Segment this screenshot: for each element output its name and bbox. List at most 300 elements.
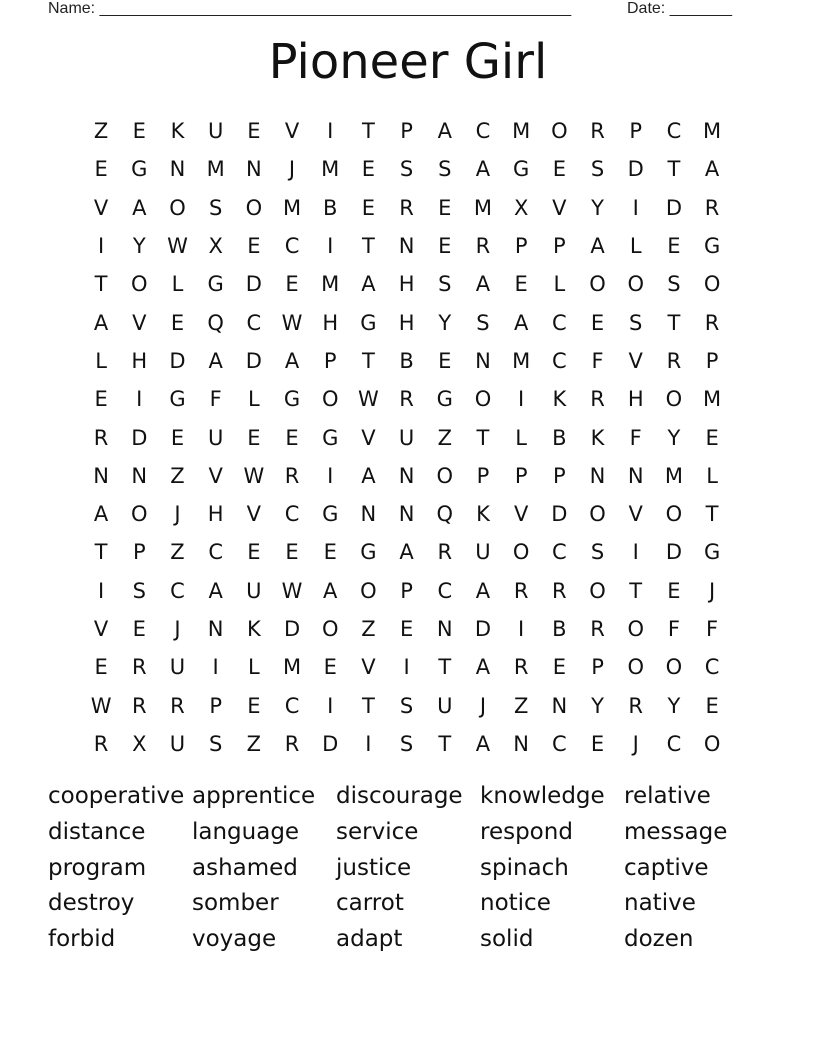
- grid-letter[interactable]: H: [398, 272, 415, 297]
- grid-letter[interactable]: A: [590, 234, 605, 259]
- grid-letter[interactable]: E: [514, 272, 528, 297]
- grid-letter[interactable]: F: [667, 617, 680, 641]
- grid-letter[interactable]: P: [400, 119, 413, 144]
- grid-letter[interactable]: B: [323, 195, 338, 220]
- grid-letter[interactable]: S: [438, 157, 452, 182]
- grid-letter[interactable]: X: [208, 234, 223, 259]
- grid-letter[interactable]: V: [552, 195, 567, 220]
- grid-letter[interactable]: A: [437, 119, 452, 144]
- grid-letter[interactable]: C: [437, 578, 453, 603]
- grid-letter[interactable]: Y: [667, 425, 681, 450]
- grid-letter[interactable]: Y: [438, 310, 452, 335]
- grid-letter[interactable]: K: [476, 502, 490, 527]
- grid-letter[interactable]: N: [93, 463, 109, 488]
- grid-letter[interactable]: L: [171, 272, 184, 297]
- grid-letter[interactable]: O: [627, 272, 644, 297]
- word-list-item: service: [336, 818, 419, 845]
- grid-letter[interactable]: D: [245, 348, 262, 373]
- grid-letter[interactable]: U: [169, 655, 186, 680]
- grid-letter[interactable]: V: [132, 310, 147, 335]
- grid-letter[interactable]: G: [169, 387, 186, 412]
- grid-letter[interactable]: R: [131, 693, 147, 718]
- grid-letter[interactable]: D: [665, 540, 682, 565]
- grid-letter[interactable]: E: [361, 195, 376, 220]
- grid-letter[interactable]: M: [703, 119, 722, 144]
- grid-letter[interactable]: S: [132, 578, 146, 603]
- grid-letter[interactable]: O: [589, 502, 606, 527]
- grid-letter[interactable]: A: [475, 655, 491, 680]
- grid-letter[interactable]: S: [208, 731, 223, 756]
- grid-letter[interactable]: T: [438, 731, 452, 756]
- grid-letter[interactable]: X: [513, 195, 529, 220]
- grid-letter[interactable]: O: [551, 119, 568, 144]
- grid-letter[interactable]: A: [93, 502, 109, 527]
- grid-letter[interactable]: S: [399, 693, 414, 718]
- grid-letter[interactable]: J: [708, 578, 716, 603]
- grid-letter[interactable]: A: [323, 578, 338, 603]
- grid-letter[interactable]: A: [93, 310, 109, 335]
- grid-letter[interactable]: H: [131, 348, 148, 373]
- grid-letter[interactable]: E: [285, 540, 299, 565]
- grid-letter[interactable]: R: [131, 655, 147, 680]
- grid-letter[interactable]: Z: [170, 540, 185, 565]
- grid-letter[interactable]: R: [513, 655, 529, 680]
- word-list-item: ashamed: [192, 854, 298, 881]
- grid-letter[interactable]: E: [667, 578, 681, 603]
- grid-letter[interactable]: D: [283, 617, 301, 641]
- grid-letter[interactable]: Z: [170, 463, 185, 488]
- grid-letter[interactable]: U: [437, 693, 453, 718]
- grid-letter[interactable]: G: [360, 540, 377, 565]
- grid-letter[interactable]: E: [170, 310, 185, 335]
- grid-letter[interactable]: R: [399, 195, 414, 220]
- grid-letter[interactable]: C: [552, 348, 567, 373]
- grid-letter[interactable]: N: [360, 502, 377, 527]
- grid-letter[interactable]: M: [473, 195, 493, 220]
- grid-letter[interactable]: E: [285, 425, 299, 450]
- grid-letter[interactable]: I: [97, 578, 105, 603]
- grid-letter[interactable]: W: [281, 310, 303, 335]
- grid-letter[interactable]: I: [327, 234, 334, 259]
- grid-letter[interactable]: E: [705, 693, 719, 718]
- grid-letter[interactable]: I: [365, 731, 372, 756]
- grid-letter[interactable]: C: [666, 731, 682, 756]
- grid-letter[interactable]: W: [243, 463, 265, 488]
- grid-letter[interactable]: N: [131, 463, 148, 488]
- grid-letter[interactable]: D: [322, 731, 339, 756]
- grid-letter[interactable]: S: [590, 157, 605, 182]
- grid-letter[interactable]: J: [174, 502, 181, 527]
- grid-letter[interactable]: I: [518, 387, 525, 412]
- grid-letter[interactable]: C: [475, 119, 491, 144]
- grid-letter[interactable]: C: [284, 693, 300, 718]
- grid-letter[interactable]: O: [131, 502, 148, 527]
- grid-letter[interactable]: O: [665, 655, 683, 680]
- grid-letter[interactable]: Y: [667, 693, 681, 718]
- grid-letter[interactable]: R: [93, 731, 109, 756]
- grid-letter[interactable]: S: [476, 310, 490, 335]
- grid-letter[interactable]: Y: [132, 234, 146, 259]
- grid-letter[interactable]: R: [704, 310, 720, 335]
- word-list: [48, 778, 768, 957]
- grid-letter[interactable]: Z: [437, 425, 452, 450]
- grid-letter[interactable]: R: [513, 578, 529, 603]
- grid-letter[interactable]: E: [399, 617, 414, 641]
- grid-letter[interactable]: V: [93, 195, 109, 220]
- grid-letter[interactable]: P: [553, 463, 566, 488]
- grid-letter[interactable]: Z: [93, 119, 109, 144]
- grid-letter[interactable]: E: [132, 119, 146, 144]
- grid-letter[interactable]: I: [97, 234, 105, 259]
- grid-letter[interactable]: A: [475, 272, 491, 297]
- grid-letter[interactable]: R: [590, 387, 605, 412]
- grid-letter[interactable]: U: [207, 425, 224, 450]
- grid-letter[interactable]: V: [208, 463, 223, 488]
- grid-letter[interactable]: T: [438, 655, 452, 680]
- grid-letter[interactable]: E: [247, 425, 261, 450]
- grid-letter[interactable]: D: [131, 425, 148, 450]
- grid-letter[interactable]: K: [552, 387, 567, 412]
- grid-letter[interactable]: V: [361, 655, 376, 680]
- grid-letter[interactable]: P: [705, 348, 719, 373]
- grid-letter[interactable]: D: [474, 617, 492, 641]
- grid-letter[interactable]: O: [169, 195, 186, 220]
- grid-letter[interactable]: A: [208, 348, 223, 373]
- grid-letter[interactable]: T: [361, 348, 375, 373]
- grid-letter[interactable]: J: [632, 731, 639, 756]
- grid-letter[interactable]: T: [629, 578, 643, 603]
- grid-letter[interactable]: H: [322, 310, 339, 335]
- date-field-label[interactable]: Date: _______: [627, 0, 732, 17]
- grid-letter[interactable]: F: [629, 425, 642, 450]
- grid-letter[interactable]: M: [321, 272, 340, 297]
- grid-letter[interactable]: V: [93, 617, 109, 641]
- grid-letter[interactable]: T: [361, 693, 375, 718]
- grid-letter[interactable]: N: [398, 502, 415, 527]
- grid-letter[interactable]: A: [513, 310, 529, 335]
- grid-letter[interactable]: P: [323, 348, 337, 373]
- grid-letter[interactable]: E: [438, 234, 452, 259]
- grid-letter[interactable]: Q: [436, 502, 454, 527]
- grid-letter[interactable]: M: [282, 655, 302, 680]
- grid-letter[interactable]: G: [513, 157, 530, 182]
- grid-letter[interactable]: N: [475, 348, 491, 373]
- grid-letter[interactable]: N: [169, 157, 186, 182]
- grid-letter[interactable]: C: [666, 119, 682, 144]
- grid-letter[interactable]: S: [629, 310, 643, 335]
- grid-letter[interactable]: G: [703, 234, 721, 259]
- grid-letter[interactable]: D: [169, 348, 186, 373]
- grid-letter[interactable]: N: [398, 234, 415, 259]
- grid-letter[interactable]: F: [209, 387, 222, 412]
- grid-letter[interactable]: O: [703, 731, 721, 756]
- grid-letter[interactable]: B: [399, 348, 414, 373]
- grid-letter[interactable]: O: [703, 272, 721, 297]
- grid-letter[interactable]: E: [323, 540, 337, 565]
- grid-letter[interactable]: M: [321, 157, 340, 182]
- grid-letter[interactable]: E: [590, 310, 605, 335]
- grid-letter[interactable]: U: [475, 540, 491, 565]
- grid-letter[interactable]: C: [284, 234, 300, 259]
- grid-letter[interactable]: U: [246, 578, 262, 603]
- grid-letter[interactable]: C: [284, 502, 300, 527]
- grid-letter[interactable]: R: [475, 234, 491, 259]
- grid-letter[interactable]: R: [666, 348, 682, 373]
- grid-letter[interactable]: H: [627, 387, 644, 412]
- grid-letter[interactable]: A: [132, 195, 147, 220]
- word-list-item: language: [192, 818, 300, 845]
- grid-letter[interactable]: S: [590, 540, 605, 565]
- grid-letter[interactable]: O: [627, 655, 644, 680]
- grid-letter[interactable]: A: [475, 157, 491, 182]
- grid-letter[interactable]: U: [169, 731, 186, 756]
- grid-letter[interactable]: T: [476, 425, 490, 450]
- grid-letter[interactable]: F: [591, 348, 604, 373]
- grid-letter[interactable]: T: [667, 310, 681, 335]
- grid-letter[interactable]: E: [247, 540, 261, 565]
- grid-letter[interactable]: N: [627, 463, 644, 488]
- grid-letter[interactable]: M: [512, 119, 531, 144]
- grid-letter[interactable]: W: [358, 387, 379, 412]
- grid-letter[interactable]: E: [552, 655, 566, 680]
- grid-letter[interactable]: L: [247, 387, 260, 412]
- grid-letter[interactable]: G: [207, 272, 224, 297]
- grid-letter[interactable]: G: [703, 540, 721, 565]
- grid-letter[interactable]: T: [705, 502, 719, 527]
- grid-letter[interactable]: J: [174, 617, 181, 641]
- word-list-item: relative: [624, 783, 711, 809]
- grid-letter[interactable]: P: [514, 463, 528, 488]
- grid-letter[interactable]: A: [399, 540, 414, 565]
- grid-letter[interactable]: U: [207, 119, 224, 144]
- grid-letter[interactable]: R: [704, 195, 720, 220]
- grid-letter[interactable]: A: [704, 157, 720, 182]
- grid-letter[interactable]: S: [667, 272, 681, 297]
- grid-letter[interactable]: L: [629, 234, 642, 259]
- grid-letter[interactable]: V: [284, 119, 300, 144]
- grid-letter[interactable]: R: [437, 540, 453, 565]
- grid-letter[interactable]: T: [667, 157, 681, 182]
- grid-letter[interactable]: L: [553, 272, 566, 297]
- grid-letter[interactable]: C: [170, 578, 185, 603]
- grid-letter[interactable]: N: [207, 617, 224, 641]
- grid-letter[interactable]: L: [706, 463, 718, 488]
- grid-letter[interactable]: M: [664, 463, 683, 488]
- word-list-item: spinach: [480, 854, 569, 881]
- grid-letter[interactable]: H: [398, 310, 415, 335]
- grid-letter[interactable]: F: [706, 617, 719, 641]
- grid-letter[interactable]: M: [512, 348, 531, 373]
- grid-letter[interactable]: E: [132, 617, 146, 641]
- grid-letter[interactable]: K: [170, 119, 185, 144]
- grid-letter[interactable]: N: [513, 731, 530, 756]
- grid-letter[interactable]: I: [327, 119, 334, 144]
- grid-letter[interactable]: O: [512, 540, 530, 565]
- grid-letter[interactable]: R: [399, 387, 414, 412]
- grid-letter[interactable]: S: [438, 272, 452, 297]
- grid-letter[interactable]: O: [627, 617, 644, 641]
- grid-letter[interactable]: E: [94, 655, 108, 680]
- grid-letter[interactable]: N: [245, 157, 262, 182]
- grid-letter[interactable]: O: [589, 578, 606, 603]
- grid-letter[interactable]: M: [703, 387, 722, 412]
- grid-letter[interactable]: E: [94, 387, 108, 412]
- grid-letter[interactable]: W: [167, 234, 188, 259]
- grid-letter[interactable]: V: [513, 502, 529, 527]
- grid-letter[interactable]: G: [322, 502, 339, 527]
- grid-letter[interactable]: R: [590, 617, 605, 641]
- grid-letter[interactable]: R: [628, 693, 644, 718]
- grid-letter[interactable]: A: [284, 348, 300, 373]
- word-list-item: notice: [480, 890, 551, 917]
- grid-letter[interactable]: P: [553, 234, 566, 259]
- grid-letter[interactable]: I: [212, 655, 219, 680]
- grid-letter[interactable]: T: [94, 540, 108, 565]
- grid-letter[interactable]: M: [282, 195, 302, 220]
- grid-letter[interactable]: T: [94, 272, 108, 297]
- grid-letter[interactable]: K: [590, 425, 605, 450]
- grid-letter[interactable]: Y: [591, 693, 604, 718]
- grid-letter[interactable]: D: [245, 272, 262, 297]
- grid-letter[interactable]: L: [247, 655, 260, 680]
- grid-letter[interactable]: S: [399, 157, 414, 182]
- grid-letter[interactable]: C: [246, 310, 262, 335]
- grid-letter[interactable]: W: [90, 693, 112, 718]
- grid-letter[interactable]: J: [288, 157, 296, 182]
- grid-letter[interactable]: D: [551, 502, 568, 527]
- grid-letter[interactable]: S: [399, 731, 414, 756]
- grid-letter[interactable]: R: [284, 463, 300, 488]
- grid-letter[interactable]: T: [361, 119, 375, 144]
- grid-letter[interactable]: Z: [246, 731, 262, 756]
- grid-letter[interactable]: E: [170, 425, 185, 450]
- grid-letter[interactable]: E: [667, 234, 681, 259]
- grid-letter[interactable]: A: [475, 578, 491, 603]
- grid-letter[interactable]: R: [552, 578, 567, 603]
- grid-letter[interactable]: P: [132, 540, 146, 565]
- grid-letter[interactable]: G: [360, 310, 377, 335]
- grid-letter[interactable]: R: [284, 731, 300, 756]
- grid-letter[interactable]: Q: [207, 310, 224, 335]
- grid-letter[interactable]: S: [208, 195, 223, 220]
- grid-letter[interactable]: O: [321, 387, 339, 412]
- grid-letter[interactable]: V: [628, 502, 643, 527]
- grid-letter[interactable]: O: [131, 272, 148, 297]
- grid-letter[interactable]: O: [245, 195, 263, 220]
- name-field-label[interactable]: Name: _____________________________________________________: [48, 0, 572, 17]
- grid-letter[interactable]: N: [589, 463, 606, 488]
- grid-letter[interactable]: D: [665, 195, 682, 220]
- grid-letter[interactable]: Z: [513, 693, 529, 718]
- grid-letter[interactable]: C: [552, 731, 567, 756]
- grid-letter[interactable]: P: [209, 693, 222, 718]
- grid-letter[interactable]: P: [476, 463, 490, 488]
- grid-letter[interactable]: B: [552, 617, 567, 641]
- grid-letter[interactable]: Y: [591, 195, 604, 220]
- grid-letter[interactable]: P: [514, 234, 528, 259]
- grid-letter[interactable]: E: [285, 272, 299, 297]
- word-list-item: distance: [48, 818, 146, 845]
- grid-letter[interactable]: V: [628, 348, 643, 373]
- grid-letter[interactable]: E: [247, 693, 261, 718]
- grid-letter[interactable]: O: [321, 617, 339, 641]
- grid-letter[interactable]: L: [95, 348, 107, 373]
- grid-letter[interactable]: K: [246, 617, 261, 641]
- grid-letter[interactable]: I: [518, 617, 525, 641]
- grid-letter[interactable]: I: [403, 655, 410, 680]
- grid-letter[interactable]: B: [552, 425, 567, 450]
- grid-letter[interactable]: E: [438, 348, 452, 373]
- grid-letter[interactable]: I: [136, 387, 143, 412]
- grid-letter[interactable]: I: [327, 463, 334, 488]
- grid-letter[interactable]: O: [474, 387, 492, 412]
- grid-letter[interactable]: X: [132, 731, 147, 756]
- grid-letter[interactable]: C: [552, 540, 567, 565]
- grid-letter[interactable]: A: [361, 272, 376, 297]
- grid-letter[interactable]: V: [361, 425, 376, 450]
- grid-letter[interactable]: D: [627, 157, 644, 182]
- grid-letter[interactable]: I: [327, 693, 334, 718]
- grid-letter[interactable]: O: [436, 463, 454, 488]
- grid-letter[interactable]: C: [552, 310, 567, 335]
- grid-letter[interactable]: W: [281, 578, 303, 603]
- grid-letter[interactable]: O: [360, 578, 377, 603]
- grid-letter[interactable]: T: [361, 234, 375, 259]
- grid-letter[interactable]: G: [436, 387, 453, 412]
- grid-letter[interactable]: L: [515, 425, 527, 450]
- grid-letter[interactable]: E: [552, 157, 566, 182]
- grid-letter[interactable]: I: [632, 195, 639, 220]
- word-list-item: cooperative: [48, 783, 185, 809]
- grid-letter[interactable]: J: [479, 693, 487, 718]
- grid-letter[interactable]: A: [475, 731, 491, 756]
- grid-letter[interactable]: E: [323, 655, 337, 680]
- grid-letter[interactable]: O: [589, 272, 606, 297]
- grid-letter[interactable]: R: [590, 119, 605, 144]
- grid-letter[interactable]: O: [665, 387, 683, 412]
- grid-letter[interactable]: C: [208, 540, 223, 565]
- grid-letter[interactable]: E: [361, 157, 376, 182]
- grid-letter[interactable]: G: [322, 425, 339, 450]
- grid-letter[interactable]: E: [590, 731, 605, 756]
- grid-letter[interactable]: N: [551, 693, 568, 718]
- grid-letter[interactable]: P: [591, 655, 604, 680]
- grid-letter[interactable]: V: [246, 502, 262, 527]
- grid-letter[interactable]: N: [398, 463, 415, 488]
- grid-letter[interactable]: N: [436, 617, 453, 641]
- grid-letter[interactable]: E: [247, 119, 261, 144]
- grid-letter[interactable]: E: [247, 234, 261, 259]
- grid-letter[interactable]: Z: [361, 617, 376, 641]
- grid-letter[interactable]: G: [131, 157, 148, 182]
- grid-letter[interactable]: E: [94, 157, 108, 182]
- grid-letter[interactable]: P: [400, 578, 413, 603]
- grid-letter[interactable]: A: [361, 463, 376, 488]
- grid-letter[interactable]: E: [705, 425, 719, 450]
- grid-letter[interactable]: A: [208, 578, 223, 603]
- grid-letter[interactable]: I: [632, 540, 639, 565]
- grid-letter[interactable]: U: [398, 425, 415, 450]
- grid-letter[interactable]: R: [93, 425, 109, 450]
- grid-letter[interactable]: C: [704, 655, 720, 680]
- grid-letter[interactable]: E: [438, 195, 452, 220]
- grid-letter[interactable]: P: [629, 119, 643, 144]
- grid-letter[interactable]: G: [283, 387, 301, 412]
- grid-letter[interactable]: H: [207, 502, 224, 527]
- grid-letter[interactable]: M: [206, 157, 225, 182]
- grid-letter[interactable]: O: [665, 502, 683, 527]
- grid-letter[interactable]: R: [170, 693, 185, 718]
